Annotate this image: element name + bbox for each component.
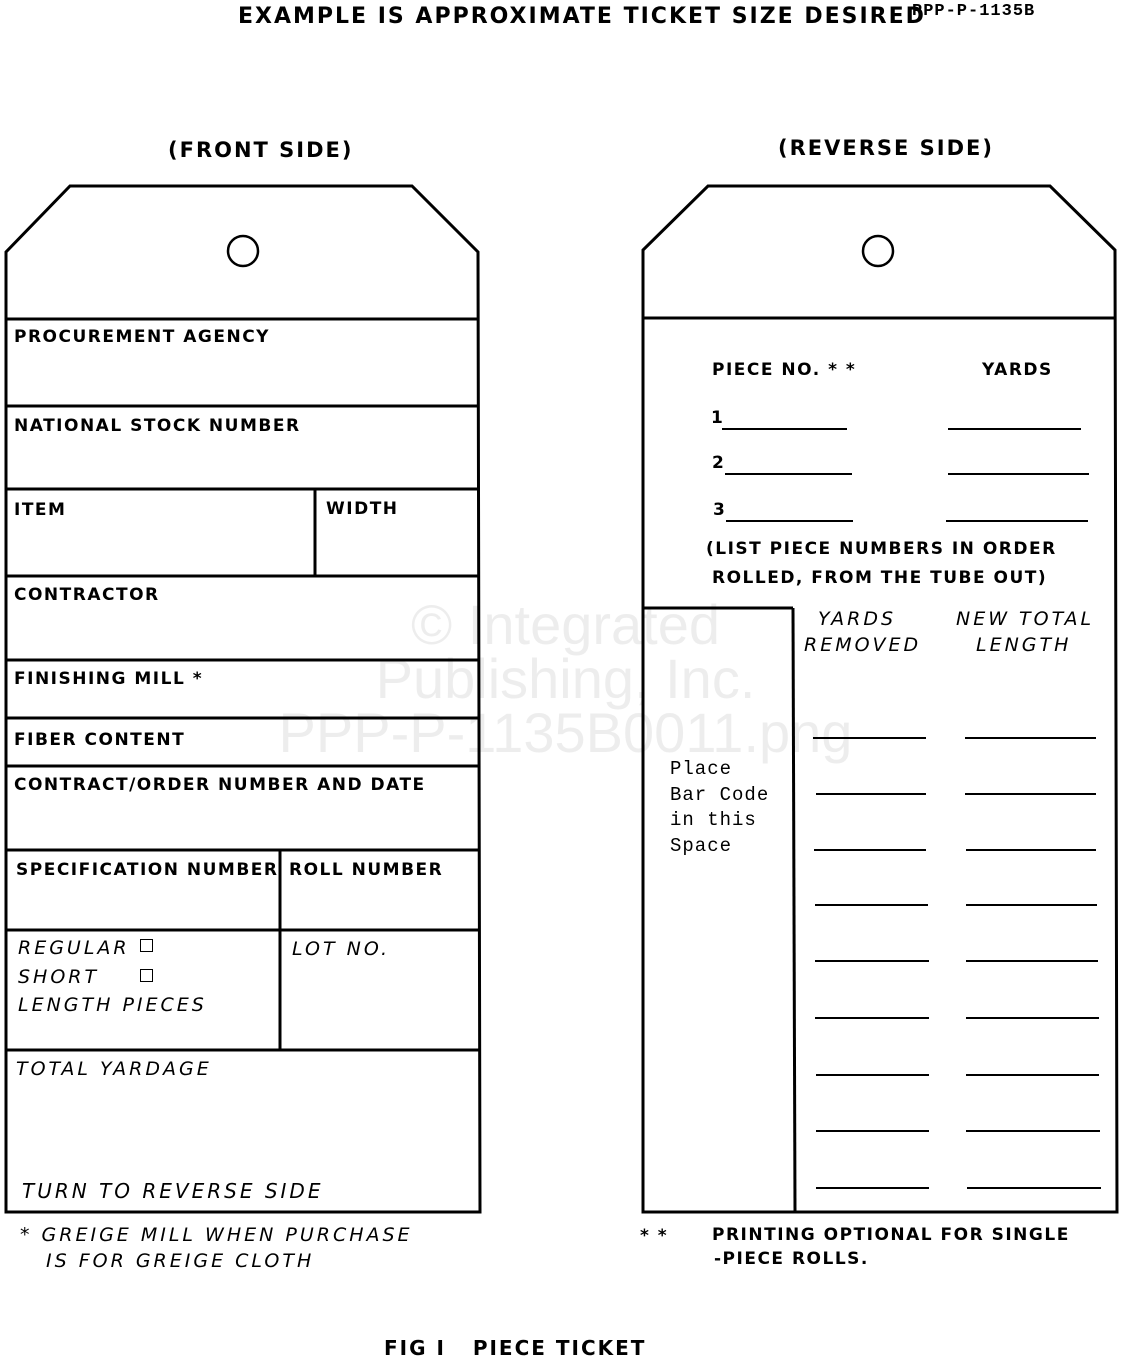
- national-stock-number-label: NATIONAL STOCK NUMBER: [14, 416, 301, 436]
- piece-row-1-number: 1: [711, 408, 725, 428]
- reverse-ticket-outline: [643, 186, 1117, 1212]
- total-yardage-label: TOTAL YARDAGE: [16, 1058, 212, 1080]
- regular-label: REGULAR: [18, 937, 130, 959]
- barcode-note-line-3: in this: [670, 809, 757, 831]
- length-pieces-label: LENGTH PIECES: [18, 994, 207, 1016]
- procurement-agency-label: PROCUREMENT AGENCY: [14, 327, 270, 347]
- front-footnote-line-1: * GREIGE MILL WHEN PURCHASE: [20, 1224, 413, 1246]
- page-title: EXAMPLE IS APPROXIMATE TICKET SIZE DESIRED: [238, 4, 926, 29]
- watermark-line-3: PPP-P-1135B0011.png: [278, 701, 853, 764]
- barcode-note-line-1: Place: [670, 758, 733, 780]
- instruction-line-1: (LIST PIECE NUMBERS IN ORDER: [706, 539, 1057, 559]
- contractor-label: CONTRACTOR: [14, 585, 160, 605]
- piece-row-2-number: 2: [712, 453, 726, 473]
- front-footnote-line-2: IS FOR GREIGE CLOTH: [46, 1250, 315, 1272]
- reverse-punch-hole: [863, 236, 893, 266]
- front-side-heading: (FRONT SIDE): [168, 138, 354, 162]
- finishing-mill-label: FINISHING MILL *: [14, 669, 204, 689]
- instruction-line-2: ROLLED, FROM THE TUBE OUT): [712, 568, 1048, 588]
- fiber-content-label: FIBER CONTENT: [14, 730, 186, 750]
- piece-no-header: PIECE NO. * *: [712, 360, 857, 380]
- width-label: WIDTH: [326, 499, 399, 519]
- item-label: ITEM: [14, 500, 67, 520]
- specification-number-label: SPECIFICATION NUMBER: [16, 860, 279, 880]
- yards-removed-line-1: YARDS: [818, 608, 897, 630]
- roll-number-label: ROLL NUMBER: [289, 860, 444, 880]
- figure-caption: FIG I PIECE TICKET: [384, 1336, 647, 1360]
- new-total-line-1: NEW TOTAL: [956, 608, 1095, 630]
- watermark-line-1: © Integrated: [410, 593, 720, 656]
- reverse-side-heading: (REVERSE SIDE): [778, 136, 994, 160]
- reverse-footnote-mark: * *: [640, 1226, 669, 1246]
- barcode-note-line-2: Bar Code: [670, 784, 770, 806]
- contract-order-label: CONTRACT/ORDER NUMBER AND DATE: [14, 775, 426, 795]
- lot-no-label: LOT NO.: [292, 938, 391, 960]
- front-punch-hole: [228, 236, 258, 266]
- reverse-footnote-line-1: PRINTING OPTIONAL FOR SINGLE: [712, 1225, 1070, 1245]
- yards-header: YARDS: [982, 360, 1053, 380]
- piece-row-3-number: 3: [713, 500, 727, 520]
- barcode-note-line-4: Space: [670, 835, 733, 857]
- new-total-line-2: LENGTH: [976, 634, 1072, 656]
- regular-checkbox[interactable]: [140, 939, 153, 952]
- short-label: SHORT: [18, 966, 100, 988]
- reverse-footnote-line-2: -PIECE ROLLS.: [714, 1249, 869, 1269]
- short-checkbox[interactable]: [140, 969, 153, 982]
- document-id: PPP-P-1135B: [912, 2, 1036, 21]
- turn-to-reverse-label: TURN TO REVERSE SIDE: [22, 1179, 324, 1203]
- yards-removed-line-2: REMOVED: [804, 634, 922, 656]
- watermark-line-2: Publishing, Inc.: [375, 647, 756, 710]
